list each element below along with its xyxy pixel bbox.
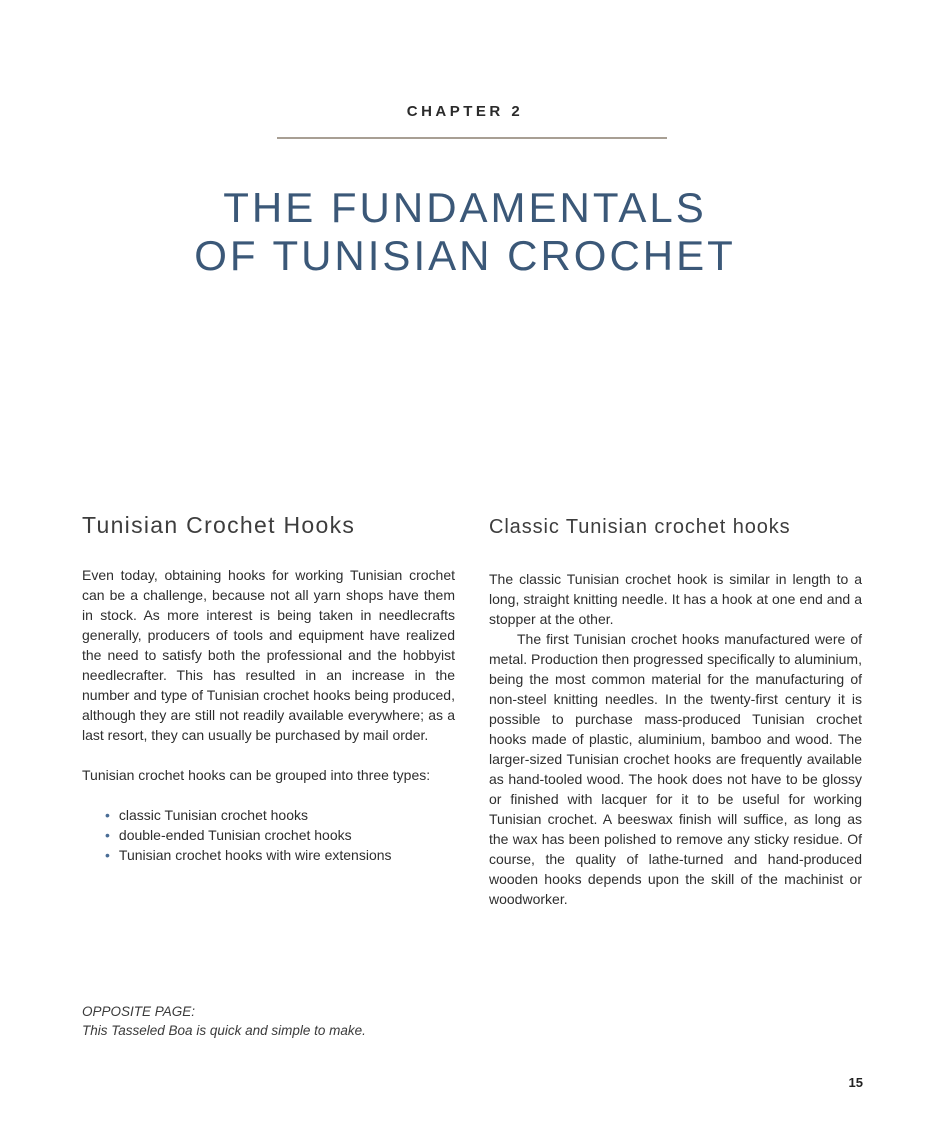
- list-item: [105, 825, 455, 845]
- bullet-icon: •: [105, 827, 110, 843]
- page-title: [0, 184, 930, 280]
- page-title-line1: THE FUNDAMENTALS: [223, 184, 707, 231]
- list-item: [105, 805, 455, 825]
- right-paragraph-2: The first Tunisian crochet hooks manufactured were of metal. Production then progressed specifically to aluminium, being the most common material for the manufacturing of non-steel knitting needles. In the twenty-first century it is possible to purchase mass-produced Tunisian crochet hooks made of plastic, aluminium, bamboo and wood. The larger-sized Tunisian crochet hooks are frequently available as hand-tooled wood. The hook does not have to be glossy or finished with lacquer for it to be useful for working Tunisian crochet. A beeswax finish will suffice, as long as the wax has been polished to remove any sticky residue. Of course, the quality of lathe-turned and hand-produced wooden hooks depends upon the skill of the machinist or woodworker.: [489, 631, 862, 907]
- left-column: [82, 513, 455, 909]
- left-paragraph-2: Tunisian crochet hooks can be grouped into three types:: [82, 767, 431, 783]
- chapter-rule-divider: [277, 137, 667, 139]
- photo-caption: [82, 1003, 366, 1040]
- caption-line2: This Tasseled Boa is quick and simple to make.: [82, 1022, 366, 1038]
- list-item-label: classic Tunisian crochet hooks: [118, 807, 308, 823]
- page-number: 15: [848, 1075, 863, 1090]
- bullet-icon: •: [105, 807, 110, 823]
- chapter-label: CHAPTER 2: [406, 103, 524, 120]
- page-title-line2: OF TUNISIAN CROCHET: [194, 232, 736, 279]
- left-column-heading: Tunisian Crochet Hooks: [82, 512, 356, 538]
- caption-line1: OPPOSITE PAGE:: [82, 1004, 196, 1019]
- list-item: [105, 845, 455, 865]
- list-item-label: Tunisian crochet hooks with wire extensions: [118, 847, 392, 863]
- two-column-body: [82, 513, 862, 909]
- hook-types-list: [82, 805, 455, 865]
- bullet-icon: •: [105, 847, 110, 863]
- left-paragraph-1: Even today, obtaining hooks for working Tunisian crochet can be a challenge, because not all yarn shops have them in stock. As more interest is being taken in needlecrafts generally, producers of tools and equipment have realized the need to satisfy both the professional and the hobbyist needlecrafter. This has resulted in an increase in the number and type of Tunisian crochet hooks being produced, although they are still not readily available everywhere; as a last resort, they can usually be purchased by mail order.: [82, 567, 455, 743]
- right-paragraph-1: The classic Tunisian crochet hook is similar in length to a long, straight knitting needle. It has a hook at one end and a stopper at the other.: [489, 571, 862, 627]
- right-column: [489, 513, 862, 909]
- right-column-heading: Classic Tunisian crochet hooks: [489, 516, 791, 538]
- list-item-label: double-ended Tunisian crochet hooks: [118, 827, 352, 843]
